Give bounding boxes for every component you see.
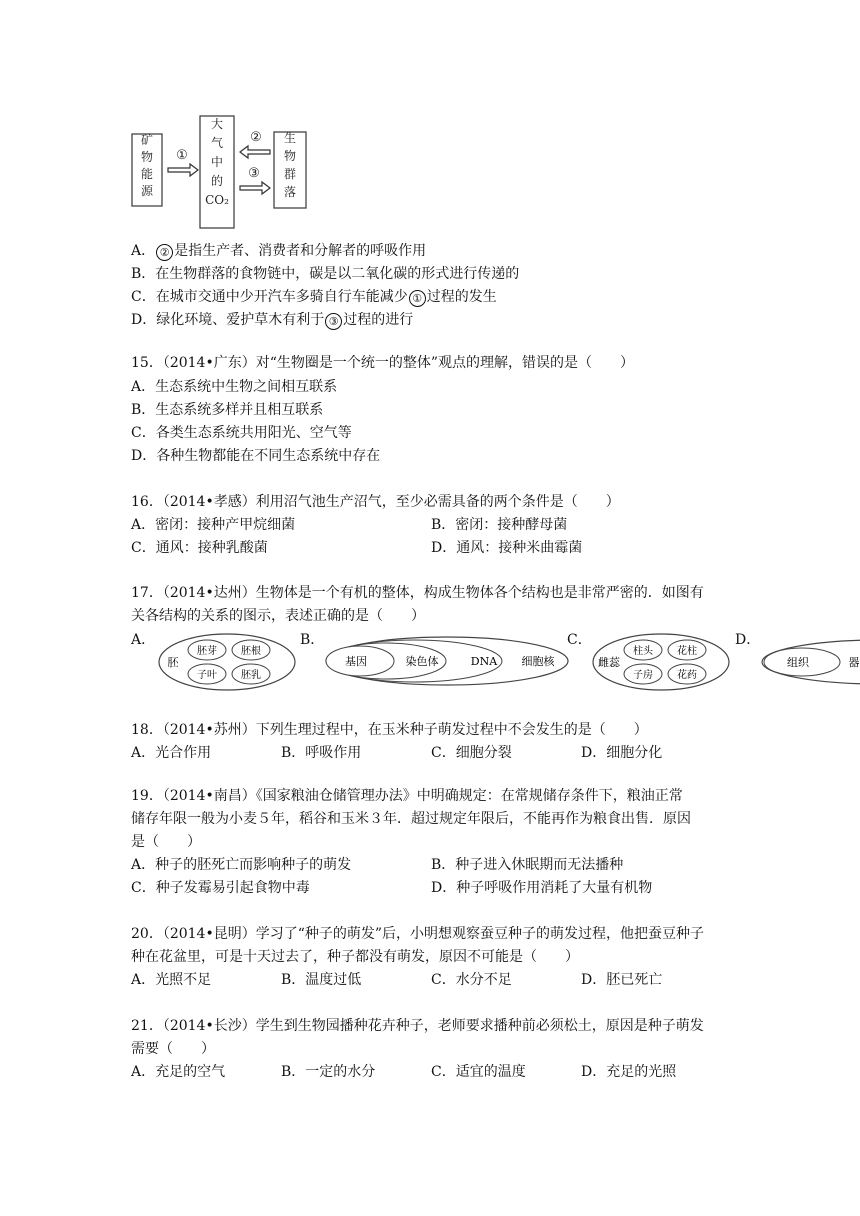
q20-option-d: D．胚已死亡 (581, 972, 663, 988)
q21-stem-line-1: 21．（2014•长沙）学生到生物园播种花卉种子，老师要求播种前必须松土，原因是种子萌发 (131, 1018, 704, 1034)
q16-option-d: D．通风：接种米曲霉菌 (431, 540, 583, 556)
q17-figure-c (591, 632, 731, 692)
q21-option-b: B．一定的水分 (281, 1064, 376, 1080)
fig-d-organ: 器 (848, 656, 860, 669)
q15-option-c: C．各类生态系统共用阳光、空气等 (131, 425, 352, 441)
q15-option-a: A．生态系统中生物之间相互联系 (131, 379, 338, 395)
fig-c-item-3: 子房 (633, 670, 653, 681)
mineral-energy-box (132, 133, 162, 206)
q21-option-a: A．充足的空气 (131, 1064, 226, 1080)
q19-option-d: D．种子呼吸作用消耗了大量有机物 (431, 880, 653, 896)
fig-a-item-2: 胚根 (241, 646, 261, 657)
q14-option-c: C．在城市交通中少开汽车多骑自行车能减少 ① 过程的发生 (131, 289, 497, 305)
fig-a-item-4: 胚乳 (241, 670, 261, 681)
fig-c-item-2: 花柱 (677, 646, 697, 657)
q15-option-b: B．生态系统多样并且相互联系 (131, 402, 324, 418)
arrow-2-label: ② (250, 130, 262, 145)
arrow-3 (240, 166, 270, 194)
q17-option-d-label: D． (735, 632, 761, 648)
q18-option-b: B．呼吸作用 (281, 745, 362, 761)
arrow-2 (240, 130, 270, 158)
q20-stem-line-1: 20．（2014•昆明）学习了“种子的萌发”后，小明想观察蚕豆种子的萌发过程，他把蚕豆种子 (131, 926, 705, 942)
fig-b-nucleus: 细胞核 (521, 655, 555, 668)
fig-c-outer: 雌蕊 (598, 656, 620, 669)
q19-stem-line-3: 是（ ） (131, 834, 201, 850)
biological-community-box (274, 130, 306, 208)
fig-c-item-1: 柱头 (633, 646, 653, 657)
q20-option-b: B．温度过低 (281, 972, 362, 988)
q17-option-c-label: C． (567, 632, 592, 648)
q19-option-a: A．种子的胚死亡而影响种子的萌发 (131, 857, 352, 873)
q17-stem-line-2: 关各结构的关系的图示，表述正确的是（ ） (131, 608, 425, 624)
fig-b-dna: DNA (470, 655, 498, 668)
q14-option-d: D．绿化环境、爱护草木有利于 ③ 过程的进行 (131, 312, 414, 328)
q19-option-c: C．种子发霉易引起食物中毒 (131, 880, 310, 896)
fig-d-tissue: 组织 (787, 656, 809, 669)
q18-option-c: C．细胞分裂 (431, 745, 512, 761)
biological-community-label: 生物群落 (283, 131, 297, 199)
q21-option-d: D．充足的光照 (581, 1064, 677, 1080)
q17-option-a-label: A． (131, 632, 156, 648)
q19-option-b: B．种子进入休眠期而无法播种 (431, 857, 624, 873)
q15-option-d: D．各种生物都能在不同生态系统中存在 (131, 448, 381, 464)
fig-a-item-1: 胚芽 (197, 646, 217, 657)
q18-option-a: A．光合作用 (131, 745, 212, 761)
q14-option-b: B．在生物群落的食物链中，碳是以二氧化碳的形式进行传递的 (131, 266, 520, 282)
q20-option-a: A．光照不足 (131, 972, 212, 988)
q17-figure-b (324, 635, 570, 687)
q21-stem-line-2: 需要（ ） (131, 1041, 215, 1057)
arrow-1 (168, 148, 198, 176)
q17-figure-d (760, 638, 860, 686)
fig-b-gene: 基因 (345, 655, 367, 668)
arrow-1-label: ① (176, 148, 188, 163)
q17-stem-line-1: 17．（2014•达州）生物体是一个有机的整体，构成生物体各个结构也是非常严密的．如图有 (131, 585, 704, 601)
fig-c-item-4: 花药 (677, 670, 697, 681)
fig-a-item-3: 子叶 (197, 670, 217, 681)
q16-option-a: A．密闭：接种产甲烷细菌 (131, 517, 296, 533)
q14-option-a: A． ② 是指生产者、消费者和分解者的呼吸作用 (131, 243, 427, 259)
q16-option-b: B．密闭：接种酵母菌 (431, 517, 568, 533)
carbon-cycle-diagram (128, 110, 318, 235)
q18-stem: 18．（2014•苏州）下列生理过程中，在玉米种子萌发过程中不会发生的是（ ） (131, 722, 648, 738)
atmosphere-co2-box (200, 116, 234, 228)
q20-stem-line-2: 种在花盆里，可是十天过去了，种子都没有萌发，原因不可能是（ ） (131, 949, 579, 965)
q16-option-c: C．通风：接种乳酸菌 (131, 540, 268, 556)
fig-b-chromosome: 染色体 (405, 655, 439, 668)
mineral-energy-label: 矿物能源 (140, 133, 154, 198)
atmosphere-co2-label: 大气中的 CO₂ (205, 117, 229, 207)
q17-option-b-label: B． (300, 632, 325, 648)
fig-a-outer: 胚 (167, 656, 179, 669)
q21-option-c: C．适宜的温度 (431, 1064, 526, 1080)
q18-option-d: D．细胞分化 (581, 745, 663, 761)
q16-stem: 16．（2014•孝感）利用沼气池生产沼气，至少必需具备的两个条件是（ ） (131, 494, 620, 510)
q15-stem: 15．（2014•广东）对“生物圈是一个统一的整体”观点的理解，错误的是（ ） (131, 355, 635, 371)
q17-figure-a (157, 632, 297, 692)
arrow-3-label: ③ (248, 166, 260, 181)
q20-option-c: C．水分不足 (431, 972, 512, 988)
q19-stem-line-1: 19．（2014•南昌）《国家粮油仓储管理办法》中明确规定：在常规储存条件下，粮油正常 (131, 788, 683, 804)
q19-stem-line-2: 储存年限一般为小麦５年，稻谷和玉米３年．超过规定年限后，不能再作为粮食出售．原因 (131, 811, 691, 827)
